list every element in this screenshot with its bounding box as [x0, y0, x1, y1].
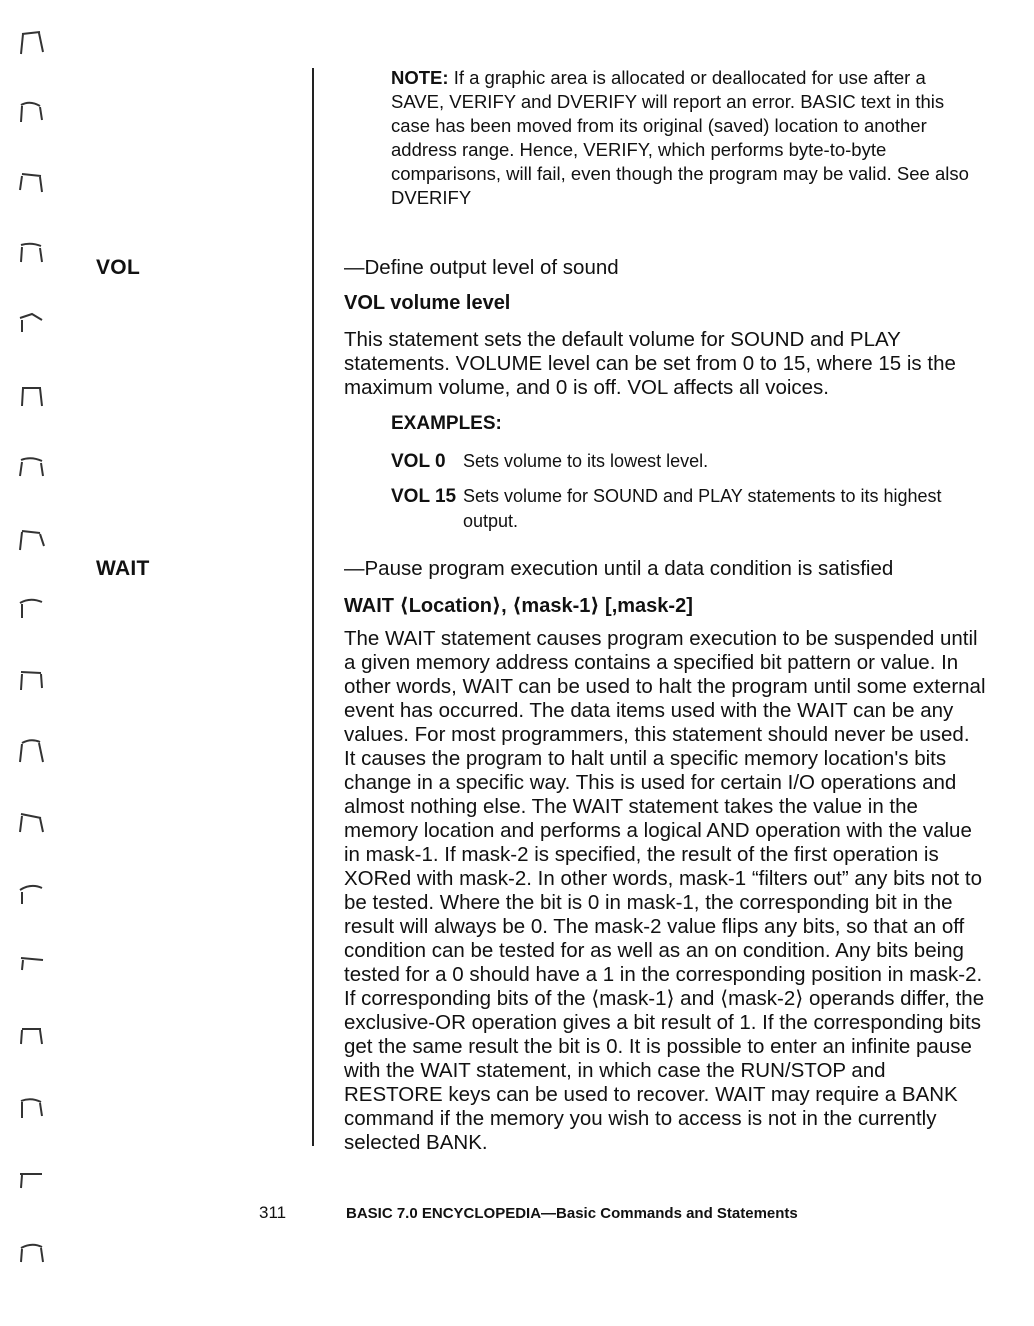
note-text: If a graphic area is allocated or deallocated for use after a SAVE, VERIFY and DVERIFY will report an error. BASIC text in this case has been moved from its original (saved) location to another address range. Hence, VERIFY, which performs byte-to-byte comparisons, will fail, even though the program may be valid. See also DVERIFY — [391, 67, 969, 208]
binding-mark — [14, 1238, 50, 1268]
page-number: 311 — [259, 1203, 287, 1222]
binding-mark — [14, 524, 50, 554]
binding-mark — [14, 382, 50, 412]
binding-mark — [14, 736, 50, 766]
wait-heading: WAIT — [96, 557, 150, 580]
wait-definition: —Pause program execution until a data condition is satisfied — [344, 557, 894, 580]
binding-mark — [14, 240, 50, 270]
footer-title: BASIC 7.0 ENCYCLOPEDIA—Basic Commands and Statements — [346, 1205, 798, 1222]
example-description: Sets volume for SOUND and PLAY statements to its highest output. — [463, 486, 942, 531]
binding-mark — [14, 880, 50, 910]
binding-mark — [14, 310, 50, 340]
binding-mark — [14, 666, 50, 696]
note-label: NOTE: — [391, 67, 449, 88]
vol-syntax: VOL volume level — [344, 292, 511, 314]
example-row — [391, 484, 991, 534]
example-row — [391, 449, 991, 474]
binding-mark — [14, 1094, 50, 1124]
binding-marks — [14, 28, 54, 1288]
wait-syntax: WAIT ⟨Location⟩, ⟨mask-1⟩ [,mask-2] — [344, 595, 693, 617]
examples-label: EXAMPLES: — [391, 413, 502, 434]
vol-definition: —Define output level of sound — [344, 256, 619, 279]
binding-mark — [14, 98, 50, 128]
wait-description: The WAIT statement causes program execution to be suspended until a given memory address contains a specified bit pattern or value. In other words, WAIT can be used to halt the program until some external event has occurred. The data items used with the WAIT can be any values. For most programmers, this statement should never be used. It causes the program to halt until a specific memory location's bits change in a specific way. This is used for certain I/O operations and almost nothing else. The WAIT statement takes the value in the memory location and performs a logical AND operation with the value in mask-1. If mask-2 is specified, the result of the first operation is XORed with mask-2. In other words, mask-1 “filters out” any bits not to be tested. Where the bit is 0 in mask-1, the corresponding bit in the result will always be 0. The mask-2 value flips any bits, so that an off condition can be tested for as well as an on condition. Any bits being tested for a 0 should have a 1 in the corresponding position in mask-2. If corresponding bits of the ⟨mask-1⟩ and ⟨mask-2⟩ operands differ, the exclusive-OR operation gives a bit result of 1. If the corresponding bits get the same result the bit is 0. It is possible to enter an infinite pause with the WAIT statement, in which case the RUN/STOP and RESTORE keys can be used to recover. WAIT may require a BANK command if the memory you wish to access is not in the currently selected BANK. — [344, 627, 986, 1154]
example-command: VOL 15 — [391, 486, 457, 507]
binding-mark — [14, 1166, 50, 1196]
binding-mark — [14, 808, 50, 838]
example-description: Sets volume to its lowest level. — [463, 451, 709, 471]
column-divider — [312, 68, 314, 1146]
example-command: VOL 0 — [391, 451, 446, 472]
binding-mark — [14, 1022, 50, 1052]
binding-mark — [14, 452, 50, 482]
binding-mark — [14, 594, 50, 624]
binding-mark — [14, 28, 50, 58]
binding-mark — [14, 950, 50, 980]
note-paragraph — [391, 66, 981, 210]
vol-description: This statement sets the default volume for SOUND and PLAY statements. VOLUME level can be set from 0 to 15, where 15 is the maximum volume, and 0 is off. VOL affects all voices. — [344, 328, 956, 399]
binding-mark — [14, 168, 50, 198]
vol-heading: VOL — [96, 256, 141, 279]
